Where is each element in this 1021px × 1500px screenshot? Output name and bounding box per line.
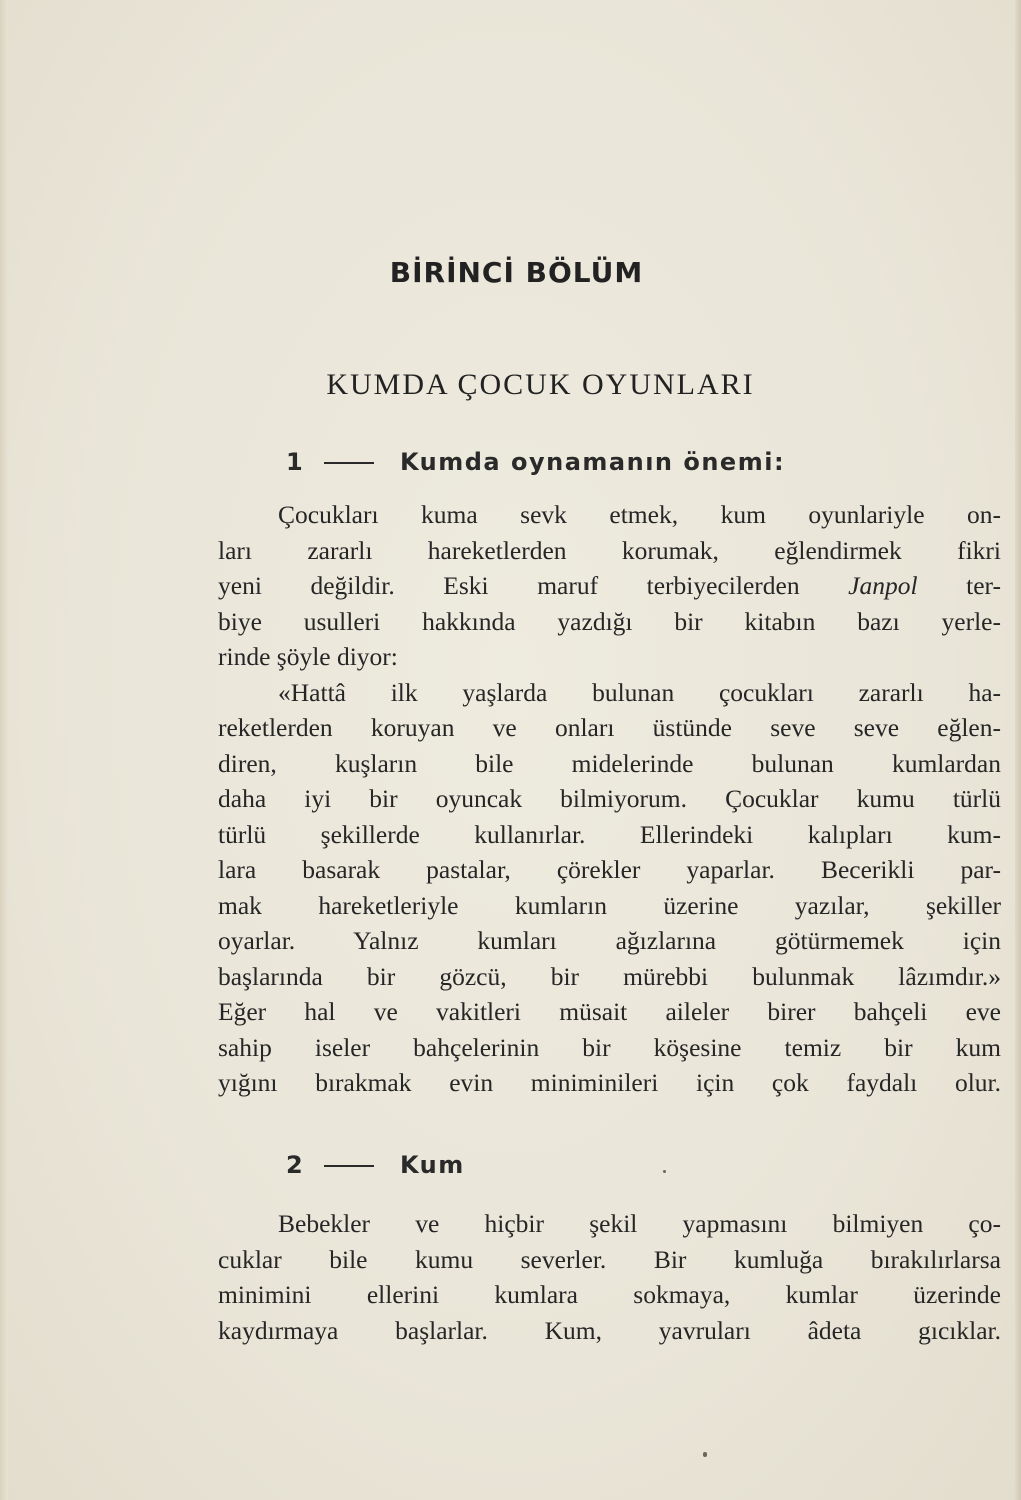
text-line: biye usulleri hakkında yazdığı bir kitabın bazı yerle-: [218, 606, 1001, 636]
text-line: minimini ellerini kumlara sokmaya, kumlar üzerinde: [218, 1280, 1001, 1309]
text-line: [218, 568, 1001, 604]
text-span: ter-: [917, 571, 1001, 600]
paragraph-block-1: [218, 497, 1001, 1101]
text-span: yeni değildir. Eski maruf terbiyecilerden: [218, 571, 849, 600]
text-line: kaydırmaya başlarlar. Kum, yavruları âdeta gıcıklar.: [218, 1315, 1001, 1345]
dash-separator: [324, 1165, 374, 1167]
subsection-title: Kumda oynamanın önemi:: [399, 448, 786, 476]
subsection-heading-1: [286, 448, 785, 476]
text-line: Çocukları kuma sevk etmek, kum oyunlariyle on-: [278, 500, 1001, 529]
section-heading: KUMDA ÇOCUK OYUNLARI: [326, 368, 755, 401]
italic-name: Janpol: [848, 571, 918, 600]
page-right-edge: [1015, 0, 1021, 1500]
text-line: cuklar bile kumu severler. Bir kumluğa bırakılırlarsa: [218, 1244, 1001, 1274]
text-line: «Hattâ ilk yaşlarda bulunan çocukları zararlı ha-: [278, 677, 1001, 707]
subsection-number: 1: [286, 448, 303, 476]
text-line: ları zararlı hareketlerden korumak, eğlendirmek fikri: [218, 535, 1001, 565]
dash-separator: [324, 462, 374, 464]
text-line: mak hareketleriyle kumların üzerine yazılar, şekiller: [218, 890, 1001, 920]
text-line: sahip iseler bahçelerinin bir köşesine temiz bir kum: [218, 1032, 1001, 1062]
text-line: lara basarak pastalar, çörekler yaparlar. Becerikli par-: [218, 855, 1001, 884]
paragraph-block-2: [218, 1206, 1001, 1348]
text-line: daha iyi bir oyuncak bilmiyorum. Çocuklar kumu türlü: [218, 784, 1001, 813]
text-line: başlarında bir gözcü, bir mürebbi bulunmak lâzımdır.»: [218, 961, 1001, 991]
text-line: rinde şöyle diyor:: [218, 642, 398, 671]
text-line: oyarlar. Yalnız kumları ağızlarına götürmemek için: [218, 926, 1001, 955]
text-line: Bebekler ve hiçbir şekil yapmasını bilmiyen ço-: [278, 1209, 1001, 1238]
text-line: türlü şekillerde kullanırlar. Ellerindeki kalıpları kum-: [218, 819, 1001, 849]
page-left-edge: [0, 0, 8, 1500]
text-line: yığını bırakmak evin miniminileri için çok faydalı olur.: [218, 1068, 1001, 1097]
print-speck: [663, 1170, 666, 1173]
subsection-heading-2: [286, 1151, 465, 1179]
text-line: diren, kuşların bile midelerinde bulunan kumlardan: [218, 748, 1001, 778]
text-line: Eğer hal ve vakitleri müsait aileler birer bahçeli eve: [218, 997, 1001, 1026]
subsection-number: 2: [286, 1151, 303, 1179]
chapter-heading: BİRİNCİ BÖLÜM: [389, 256, 644, 289]
subsection-title: Kum: [399, 1151, 465, 1179]
text-line: reketlerden koruyan ve onları üstünde seve seve eğlen-: [218, 713, 1001, 742]
print-speck: [703, 1452, 707, 1457]
